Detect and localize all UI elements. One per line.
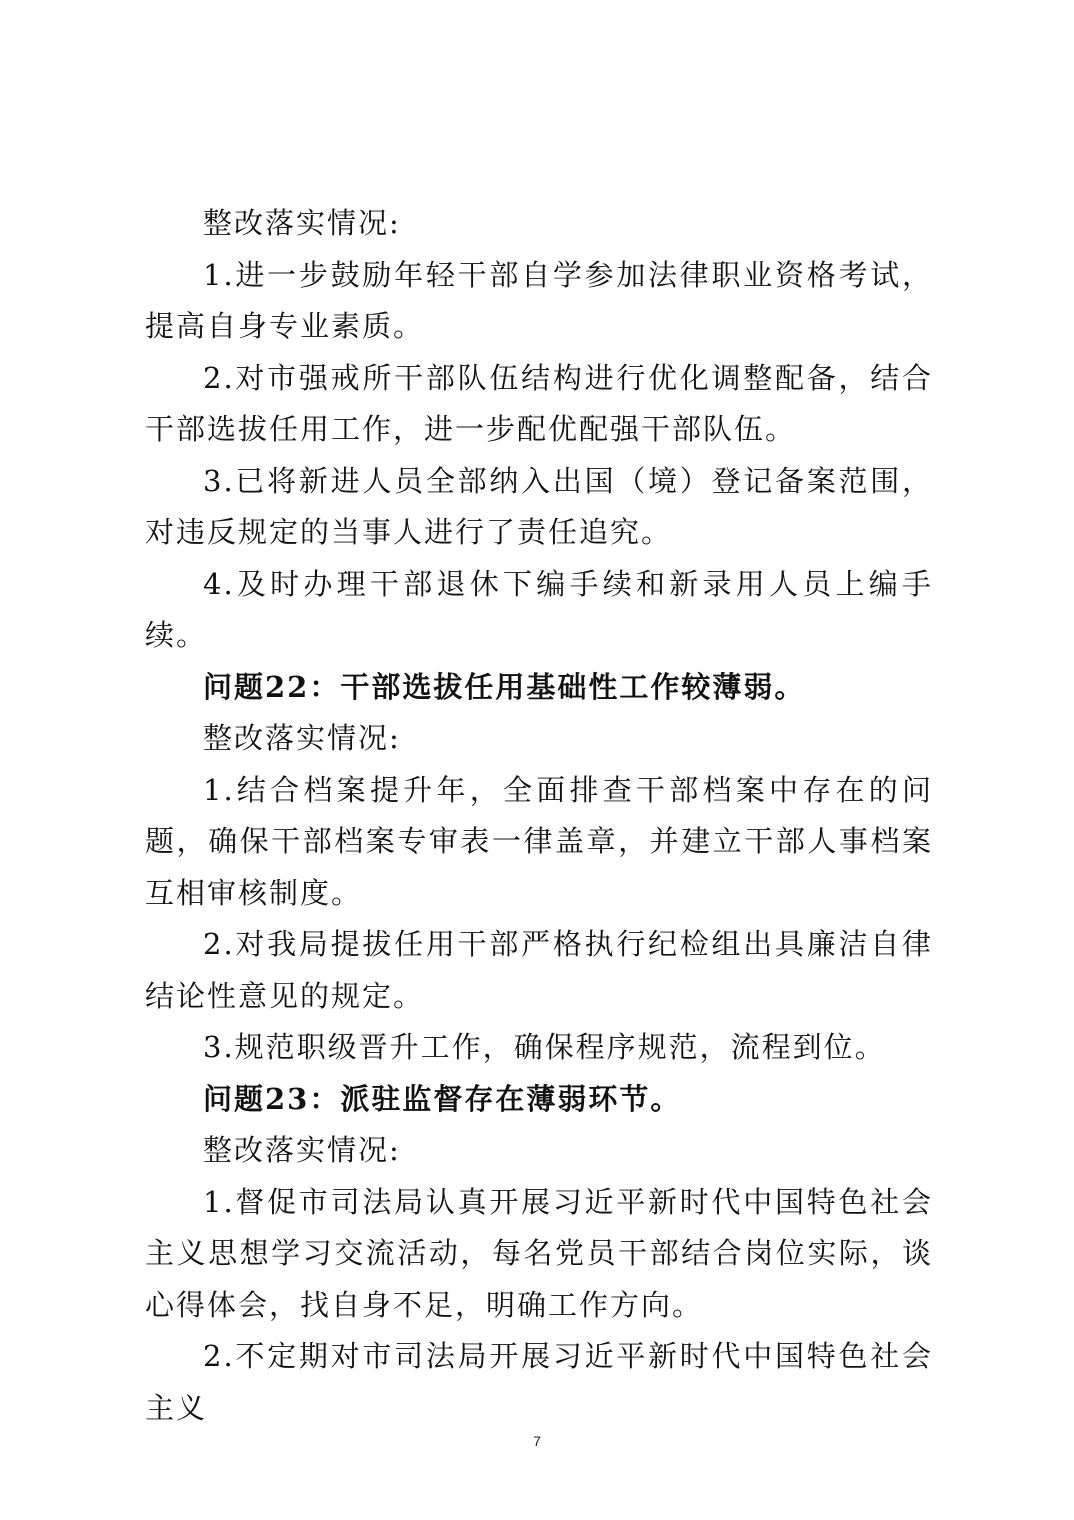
paragraph-item: 4.及时办理干部退休下编手续和新录用人员上编手续。 [145, 566, 933, 652]
paragraph-item: 2.对市强戒所干部队伍结构进行优化调整配备，结合干部选拔任用工作，进一步配优配强干部队伍。 [145, 360, 933, 446]
paragraph-item: 2.对我局提拔任用干部严格执行纪检组出具廉洁自律结论性意见的规定。 [145, 927, 933, 1013]
paragraph-status: 整改落实情况: [203, 721, 401, 755]
paragraph-item: 1.进一步鼓励年轻干部自学参加法律职业资格考试，提高自身专业素质。 [145, 257, 933, 343]
paragraph-item: 1.结合档案提升年，全面排查干部档案中存在的问题，确保干部档案专审表一律盖章，并建立干部人事档案互相审核制度。 [145, 772, 933, 910]
paragraph-item: 3.已将新进人员全部纳入出国（境）登记备案范围，对违反规定的当事人进行了责任追究。 [145, 463, 933, 549]
paragraph-item: 3.规范职级晋升工作，确保程序规范，流程到位。 [203, 1030, 886, 1064]
paragraph-status: 整改落实情况: [203, 206, 401, 240]
page-number: 7 [533, 1433, 541, 1449]
paragraph-status: 整改落实情况: [203, 1133, 401, 1167]
paragraph-item: 2.不定期对市司法局开展习近平新时代中国特色社会主义 [145, 1339, 933, 1425]
issue-heading-22: 问题22：干部选拔任用基础性工作较薄弱。 [203, 669, 806, 704]
issue-heading-23: 问题23：派驻监督存在薄弱环节。 [203, 1081, 682, 1116]
paragraph-item: 1.督促市司法局认真开展习近平新时代中国特色社会主义思想学习交流活动，每名党员干部结合岗位实际，谈心得体会，找自身不足，明确工作方向。 [145, 1184, 933, 1322]
document-body [145, 198, 933, 1434]
